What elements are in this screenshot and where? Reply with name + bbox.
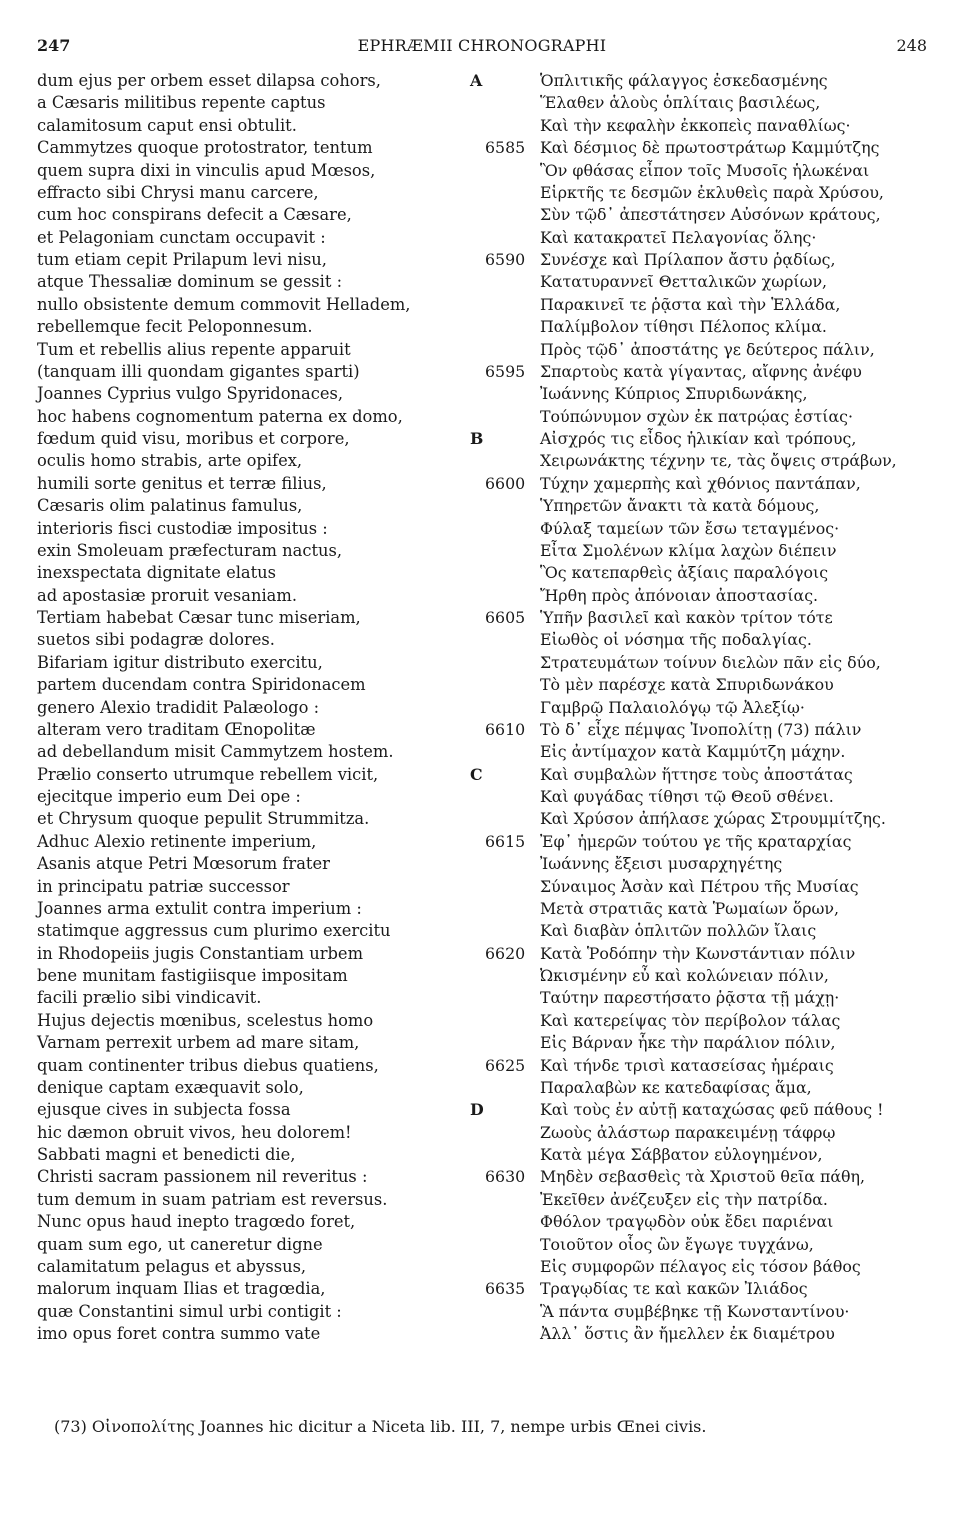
latin-line: calamitatum pelagus et abyssus, <box>37 1256 307 1276</box>
latin-line: exin Smoleuam præfecturam nactus, <box>37 540 343 560</box>
greek-line-text: Ἤρθη πρὸς ἀπόνοιαν ἀποστασίας. <box>540 585 819 605</box>
verse-number: 6630 <box>485 1167 526 1187</box>
greek-line-text: Ζωοὺς ἀλάστωρ παρακειμένῃ τάφρῳ <box>540 1122 836 1142</box>
greek-line-text: Αἰσχρός τις εἶδος ἡλικίαν καὶ τρόπους, <box>540 429 857 448</box>
latin-line: ad apostasiæ proruit vesaniam. <box>37 585 297 605</box>
greek-line-text: Εἱρκτῆς τε δεσμῶν ἐκλυθεὶς παρὰ Χρύσου, <box>540 182 884 202</box>
greek-line-text: Καὶ διαβὰν ὁπλιτῶν πολλῶν ἴλαις <box>540 921 817 941</box>
greek-line <box>485 719 925 741</box>
section-marker: A <box>470 71 483 90</box>
greek-line <box>485 1010 925 1032</box>
section-marker: D <box>470 1100 484 1120</box>
greek-line <box>485 540 925 562</box>
greek-line <box>485 987 925 1009</box>
verse-number: 6615 <box>485 831 526 851</box>
latin-line: Tertiam habebat Cæsar tunc miseriam, <box>37 608 361 627</box>
latin-line: et Chrysum quoque pepulit Strummitza. <box>37 809 370 829</box>
greek-line <box>470 70 925 92</box>
greek-line <box>485 316 925 338</box>
greek-line <box>485 1301 925 1323</box>
latin-line: inexspectata dignitate elatus <box>37 563 276 583</box>
greek-line-text: Εἰωθὸς οἱ νόσημα τῆς ποδαλγίας. <box>540 630 812 650</box>
greek-line <box>485 898 925 920</box>
latin-line: Sabbati magni et benedicti die, <box>37 1145 296 1164</box>
latin-line: quam sum ego, ut caneretur digne <box>37 1234 323 1254</box>
latin-line: rebellemque fecit Peloponnesum. <box>37 317 313 337</box>
greek-line-text: Καὶ τήνδε τρισὶ κατασείσας ἡμέραις <box>540 1055 834 1075</box>
greek-line-text: Ἀλλ᾽ ὅστις ἂν ἤμελλεν ἐκ διαμέτρου <box>540 1324 835 1343</box>
greek-line-text: Ἰωάννης ἔξεισι μυσαρχηγέτης <box>540 854 783 874</box>
latin-line: ejecitque imperio eum Dei ope : <box>37 787 301 806</box>
latin-line: (tanquam illi quondam gigantes sparti) <box>37 361 360 381</box>
latin-line: imo opus foret contra summo vate <box>37 1324 321 1343</box>
greek-line <box>485 450 925 472</box>
greek-line <box>485 1166 925 1188</box>
greek-line <box>485 1256 925 1278</box>
section-marker: B <box>470 429 484 448</box>
greek-line-text: Ὁπλιτικῆς φάλαγγος ἐσκεδασμένης <box>540 71 828 90</box>
greek-line <box>485 182 925 204</box>
latin-line: dum ejus per orbem esset dilapsa cohors, <box>37 71 381 90</box>
greek-line-text: Καὶ Χρύσον ἀπήλασε χώρας Στρουμμίτζης. <box>540 809 886 829</box>
latin-line: statimque aggressus cum plurimo exercitu <box>37 921 391 941</box>
greek-line-text: Ἕλαθεν ἁλοὺς ὁπλίταις βασιλέως, <box>540 93 821 113</box>
latin-line: Joannes arma extulit contra imperium : <box>37 898 362 918</box>
latin-line: nullo obsistente demum commovit Helladem, <box>37 294 411 314</box>
greek-line-text: Παραλαβὼν κε κατεδαφίσας ἅμα, <box>540 1077 812 1097</box>
latin-line: quæ Constantini simul urbi contigit : <box>37 1301 342 1321</box>
greek-line-text: Καὶ δέσμιος δὲ πρωτοστράτωρ Καμμύτζης <box>540 138 880 158</box>
greek-line <box>485 204 925 226</box>
latin-line: atque Thessaliæ dominum se gessit : <box>37 272 343 292</box>
greek-line <box>485 249 925 271</box>
latin-column <box>37 70 457 1345</box>
verse-number: 6595 <box>485 361 526 381</box>
latin-line: Nunc opus haud inepto tragœdo foret, <box>37 1212 356 1232</box>
greek-line-text: Μετὰ στρατιᾶς κατὰ Ῥωμαίων ὅρων, <box>540 898 839 918</box>
greek-line-text: Ὃς κατεπαρθεὶς ἀξίαις παραλόγοις <box>540 563 829 583</box>
greek-line <box>485 294 925 316</box>
greek-line <box>485 1077 925 1099</box>
latin-line: hic dæmon obruit vivos, heu dolorem! <box>37 1122 352 1142</box>
greek-line-text: Καὶ κατερείψας τὸν περίβολον τάλας <box>540 1010 841 1030</box>
latin-line: a Cæsaris militibus repente captus <box>37 93 326 113</box>
greek-line-text: Ἐφ᾽ ἡμερῶν τούτου γε τῆς κραταρχίας <box>540 831 852 851</box>
latin-line: effracto sibi Chrysi manu carcere, <box>37 182 319 202</box>
latin-line: ad debellandum misit Cammytzem hostem. <box>37 742 394 762</box>
greek-line <box>485 1032 925 1054</box>
latin-line: oculis homo strabis, arte opifex, <box>37 451 303 471</box>
greek-line-text: Κατὰ μέγα Σάββατον εὐλογημένον, <box>540 1145 823 1164</box>
greek-line-text: Παλίμβολον τίθησι Πέλοπος κλίμα. <box>540 317 827 337</box>
greek-line <box>485 876 925 898</box>
latin-line: bene munitam fastigiisque impositam <box>37 966 348 985</box>
latin-line: interioris fisci custodiæ impositus : <box>37 518 328 538</box>
latin-line: Hujus dejectis mœnibus, scelestus homo <box>37 1010 374 1030</box>
latin-line: ejusque cives in subjecta fossa <box>37 1100 291 1120</box>
greek-line-text: Εἶτα Σμολένων κλίμα λαχὼν διέπειν <box>540 540 837 560</box>
greek-line-text: Τούπώνυμον σχὼν ἐκ πατρῴας ἑστίας· <box>540 406 853 426</box>
greek-line-text: Χειρωνάκτης τέχνην τε, τὰς ὄψεις στράβων, <box>540 451 897 471</box>
greek-line-text: Καὶ κατακρατεῖ Πελαγονίας ὅλης· <box>540 227 817 247</box>
greek-line <box>485 607 925 629</box>
greek-line-text: Στρατευμάτων τοίνυν διελὼν πᾶν εἰς δύο, <box>540 652 881 672</box>
greek-line-text: Τὸ δ᾽ εἶχε πέμψας Ἰνοπολίτῃ (73) πάλιν <box>540 719 862 739</box>
greek-line-text: Εἰς Βάρναν ἧκε τὴν παράλιον πόλιν, <box>540 1033 836 1053</box>
greek-line-text: Ἐκεῖθεν ἀνέζευξεν εἰς τὴν πατρίδα. <box>540 1189 828 1209</box>
greek-line <box>485 697 925 719</box>
greek-line <box>485 115 925 137</box>
greek-line-text: Συνέσχε καὶ Πρίλαπον ἄστυ ῥᾳδίως, <box>540 250 836 269</box>
greek-line <box>485 853 925 875</box>
greek-line <box>485 629 925 651</box>
greek-line <box>485 786 925 808</box>
greek-line-text: Σύναιμος Ἀσὰν καὶ Πέτρου τῆς Μυσίας <box>540 876 859 896</box>
latin-line: partem ducendam contra Spiridonacem <box>37 675 366 695</box>
running-header <box>0 36 964 60</box>
greek-line-text: Γαμβρῷ Παλαιολόγῳ τῷ Ἀλεξίῳ· <box>540 697 805 717</box>
greek-line-text: Καὶ τοὺς ἐν αὐτῇ καταχώσας φεῦ πάθους ! <box>540 1100 884 1120</box>
latin-line: Tum et rebellis alius repente apparuit <box>37 339 351 359</box>
greek-line-text: Σὺν τῷδ᾽ ἀπεστάτησεν Αὐσόνων κράτους, <box>540 205 881 225</box>
greek-line-text: Τύχην χαμερπὴς καὶ χθόνιος παντάπαν, <box>540 473 861 493</box>
latin-line: Bifariam igitur distributo exercitu, <box>37 652 323 672</box>
latin-line: denique captam exæquavit solo, <box>37 1077 304 1097</box>
greek-line <box>485 1144 925 1166</box>
verse-number: 6600 <box>485 473 526 493</box>
latin-line: et Pelagoniam cunctam occupavit : <box>37 227 326 247</box>
greek-line-text: Κατατυραννεῖ Θετταλικῶν χωρίων, <box>540 272 828 292</box>
greek-line-text: Πρὸς τῷδ᾽ ἀποστάτης γε δεύτερος πάλιν, <box>540 339 875 359</box>
greek-line <box>470 1099 925 1121</box>
greek-line <box>485 808 925 830</box>
greek-line-text: Ὑπηρετῶν ἄνακτι τὰ κατὰ δόμους, <box>540 496 820 516</box>
greek-line <box>485 1055 925 1077</box>
greek-line <box>485 1189 925 1211</box>
greek-line <box>485 473 925 495</box>
verse-number: 6635 <box>485 1279 526 1299</box>
latin-line: tum demum in suam patriam est reversus. <box>37 1189 388 1209</box>
latin-line: alteram vero traditam Œnopolitæ <box>37 719 316 739</box>
greek-line <box>485 339 925 361</box>
latin-line: Adhuc Alexio retinente imperium, <box>37 831 317 851</box>
latin-line: tum etiam cepit Prilapum levi nisu, <box>37 250 327 269</box>
greek-line <box>470 428 925 450</box>
greek-line <box>485 92 925 114</box>
greek-line-text: Ταύτην παρεστήσατο ῥᾷστα τῇ μάχῃ· <box>540 988 840 1008</box>
greek-line <box>485 518 925 540</box>
greek-line <box>485 1323 925 1345</box>
latin-line: Cammytzes quoque protostrator, tentum <box>37 138 373 158</box>
latin-line: suetos sibi podagræ dolores. <box>37 630 275 650</box>
greek-line <box>485 652 925 674</box>
latin-line: hoc habens cognomentum paterna ex domo, <box>37 406 403 426</box>
greek-line <box>485 361 925 383</box>
greek-line-text: Καὶ τὴν κεφαλὴν ἐκκοπεὶς παναθλίως· <box>540 115 851 135</box>
greek-line <box>485 160 925 182</box>
greek-line-text: Ὑπῆν βασιλεῖ καὶ κακὸν τρίτον τότε <box>540 608 833 627</box>
greek-line-text: Καὶ φυγάδας τίθησι τῷ Θεοῦ σθένει. <box>540 787 834 806</box>
latin-line: fœdum quid visu, moribus et corpore, <box>37 429 350 448</box>
greek-line <box>485 406 925 428</box>
latin-line: Asanis atque Petri Mœsorum frater <box>37 854 330 874</box>
greek-line <box>485 383 925 405</box>
greek-line <box>485 271 925 293</box>
greek-line-text: Τραγῳδίας τε καὶ κακῶν Ἰλιάδος <box>540 1279 808 1299</box>
page-title: EPHRÆMII CHRONOGRAPHI <box>357 36 607 55</box>
greek-line-text: Τοιοῦτον οἷος ὢν ἔγωγε τυγχάνω, <box>540 1234 814 1254</box>
greek-line <box>485 562 925 584</box>
greek-line <box>485 495 925 517</box>
footnote: (73) Οἰνοπολίτης Joannes hic dicitur a Niceta lib. III, 7, nempe urbis Œnei civis. <box>54 1417 707 1436</box>
greek-line <box>485 741 925 763</box>
greek-line <box>470 764 925 786</box>
greek-line-text: Ὠκισμένην εὖ καὶ κολώνειαν πόλιν, <box>540 966 829 985</box>
latin-line: malorum inquam Ilias et tragœdia, <box>37 1279 326 1299</box>
verse-number: 6625 <box>485 1055 526 1075</box>
latin-line: genero Alexio tradidit Palæologo : <box>37 697 320 717</box>
greek-line <box>485 227 925 249</box>
latin-line: quam continenter tribus diebus quatiens, <box>37 1055 379 1075</box>
greek-line-text: Εἰς ἀντίμαχον κατὰ Καμμύτζη μάχην. <box>540 742 846 762</box>
greek-line-text: Καὶ συμβαλὼν ἥττησε τοὺς ἀποστάτας <box>540 764 853 784</box>
latin-line: Prælio conserto utrumque rebellem vicit, <box>37 764 379 784</box>
greek-column <box>470 70 925 1345</box>
greek-line <box>485 1278 925 1300</box>
greek-line-text: Σπαρτοὺς κατὰ γίγαντας, αἴφνης ἀνέφυ <box>540 361 862 381</box>
page-number-left: 247 <box>37 36 71 55</box>
latin-line: humili sorte genitus et terræ filius, <box>37 473 327 493</box>
page-number-right: 248 <box>896 36 927 55</box>
latin-line: calamitosum caput ensi obtulit. <box>37 115 297 135</box>
greek-line-text: Ἃ πάντα συμβέβηκε τῇ Κωνσταντίνου· <box>540 1301 850 1321</box>
greek-line-text: Ἰωάννης Κύπριος Σπυριδωνάκης, <box>540 384 808 404</box>
latin-line: quem supra dixi in vinculis apud Mœsos, <box>37 160 376 180</box>
latin-line: facili prælio sibi vindicavit. <box>37 988 262 1008</box>
greek-line-text: Ὃν φθάσας εἶπον τοῖς Μυσοῖς ἡλωκέναι <box>540 160 870 180</box>
greek-line <box>485 965 925 987</box>
greek-line <box>485 831 925 853</box>
greek-line <box>485 1211 925 1233</box>
verse-number: 6605 <box>485 608 526 627</box>
latin-line: Varnam perrexit urbem ad mare sitam, <box>37 1033 360 1053</box>
verse-number: 6620 <box>485 943 526 963</box>
latin-line: in principatu patriæ successor <box>37 876 290 896</box>
latin-line: Cæsaris olim palatinus famulus, <box>37 496 303 516</box>
greek-line <box>485 674 925 696</box>
greek-line <box>485 1122 925 1144</box>
section-marker: C <box>470 764 483 784</box>
greek-line-text: Κατὰ Ῥοδόπην τὴν Κωνστάντιαν πόλιν <box>540 943 856 963</box>
greek-line <box>485 920 925 942</box>
greek-line <box>485 1234 925 1256</box>
latin-line: Christi sacram passionem nil reveritus : <box>37 1167 368 1187</box>
latin-line: in Rhodopeiis jugis Constantiam urbem <box>37 943 364 963</box>
greek-line-text: Μηδὲν σεβασθεὶς τὰ Χριστοῦ θεῖα πάθη, <box>540 1167 865 1187</box>
verse-number: 6590 <box>485 250 526 269</box>
greek-line-text: Φύλαξ ταμείων τῶν ἔσω τεταγμένος· <box>540 518 840 538</box>
greek-line-text: Τὸ μὲν παρέσχε κατὰ Σπυριδωνάκου <box>540 675 834 695</box>
latin-line: Joannes Cyprius vulgo Spyridonaces, <box>37 384 344 404</box>
greek-line-text: Εἰς συμφορῶν πέλαγος εἰς τόσον βάθος <box>540 1256 861 1276</box>
latin-line: cum hoc conspirans defecit a Cæsare, <box>37 205 352 225</box>
greek-line <box>485 585 925 607</box>
greek-line <box>485 943 925 965</box>
greek-line <box>485 137 925 159</box>
verse-number: 6610 <box>485 719 526 739</box>
greek-line-text: Παρακινεῖ τε ῥᾷστα καὶ τὴν Ἑλλάδα, <box>540 294 841 314</box>
verse-number: 6585 <box>485 138 526 158</box>
greek-line-text: Φθόλον τραγῳδὸν οὐκ ἔδει παριέναι <box>540 1212 834 1232</box>
